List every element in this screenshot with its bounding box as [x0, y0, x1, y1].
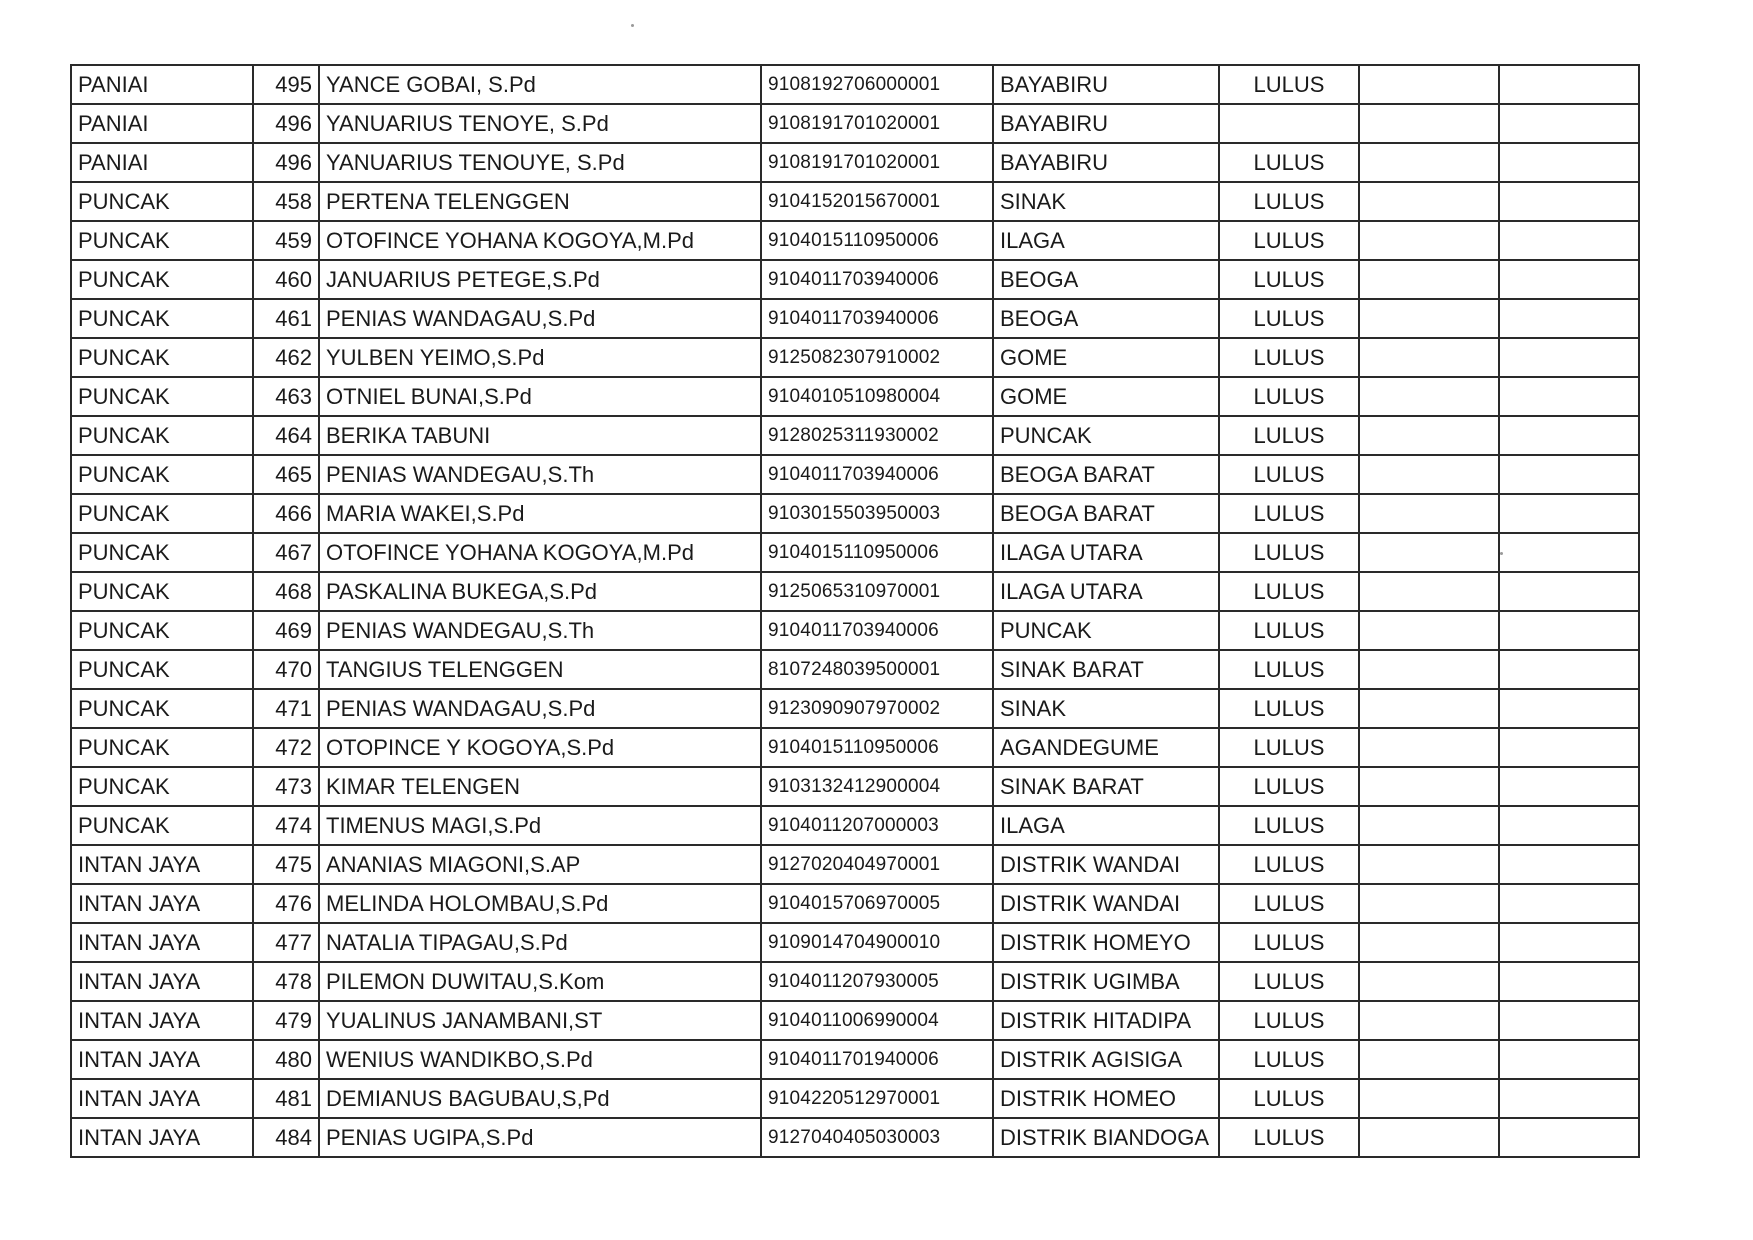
district-cell: DISTRIK BIANDOGA	[993, 1118, 1219, 1157]
table-row	[71, 611, 1639, 650]
empty-cell	[1499, 1040, 1639, 1079]
nik-cell: 8107248039500001	[761, 650, 993, 689]
district-cell: BEOGA BARAT	[993, 494, 1219, 533]
empty-cell	[1499, 221, 1639, 260]
table-row	[71, 845, 1639, 884]
number-cell: 463	[253, 377, 319, 416]
nik-cell: 9104011703940006	[761, 260, 993, 299]
district-cell: DISTRIK HITADIPA	[993, 1001, 1219, 1040]
empty-cell	[1359, 845, 1499, 884]
status-cell: LULUS	[1219, 689, 1359, 728]
name-cell: YULBEN YEIMO,S.Pd	[319, 338, 761, 377]
district-cell: AGANDEGUME	[993, 728, 1219, 767]
status-cell: LULUS	[1219, 455, 1359, 494]
empty-cell	[1359, 1040, 1499, 1079]
empty-cell	[1359, 1001, 1499, 1040]
district-cell: PUNCAK	[993, 611, 1219, 650]
nik-cell: 9108191701020001	[761, 104, 993, 143]
district-cell: ILAGA UTARA	[993, 572, 1219, 611]
number-cell: 473	[253, 767, 319, 806]
table-row	[71, 962, 1639, 1001]
number-cell: 472	[253, 728, 319, 767]
region-cell: PUNCAK	[71, 182, 253, 221]
district-cell: BAYABIRU	[993, 104, 1219, 143]
status-cell: LULUS	[1219, 1118, 1359, 1157]
region-cell: INTAN JAYA	[71, 962, 253, 1001]
table-row	[71, 1118, 1639, 1157]
name-cell: MELINDA HOLOMBAU,S.Pd	[319, 884, 761, 923]
nik-cell: 9104220512970001	[761, 1079, 993, 1118]
number-cell: 464	[253, 416, 319, 455]
nik-cell: 9104011207930005	[761, 962, 993, 1001]
number-cell: 480	[253, 1040, 319, 1079]
region-cell: PUNCAK	[71, 533, 253, 572]
number-cell: 496	[253, 143, 319, 182]
region-cell: INTAN JAYA	[71, 1001, 253, 1040]
name-cell: OTOFINCE YOHANA KOGOYA,M.Pd	[319, 533, 761, 572]
nik-cell: 9104010510980004	[761, 377, 993, 416]
table-row	[71, 104, 1639, 143]
number-cell: 470	[253, 650, 319, 689]
table-row	[71, 1001, 1639, 1040]
status-cell: LULUS	[1219, 962, 1359, 1001]
name-cell: PERTENA TELENGGEN	[319, 182, 761, 221]
status-cell: LULUS	[1219, 143, 1359, 182]
number-cell: 475	[253, 845, 319, 884]
empty-cell	[1499, 962, 1639, 1001]
empty-cell	[1359, 533, 1499, 572]
number-cell: 481	[253, 1079, 319, 1118]
empty-cell	[1359, 923, 1499, 962]
empty-cell	[1359, 1118, 1499, 1157]
status-cell: LULUS	[1219, 1079, 1359, 1118]
number-cell: 479	[253, 1001, 319, 1040]
region-cell: PUNCAK	[71, 767, 253, 806]
district-cell: DISTRIK HOMEO	[993, 1079, 1219, 1118]
region-cell: INTAN JAYA	[71, 923, 253, 962]
empty-cell	[1359, 65, 1499, 104]
name-cell: PENIAS WANDEGAU,S.Th	[319, 611, 761, 650]
empty-cell	[1499, 182, 1639, 221]
empty-cell	[1359, 221, 1499, 260]
results-table	[70, 64, 1640, 1158]
status-cell: LULUS	[1219, 182, 1359, 221]
nik-cell: 9104015706970005	[761, 884, 993, 923]
nik-cell: 9109014704900010	[761, 923, 993, 962]
empty-cell	[1499, 1079, 1639, 1118]
nik-cell: 9125065310970001	[761, 572, 993, 611]
district-cell: SINAK	[993, 182, 1219, 221]
district-cell: ILAGA	[993, 806, 1219, 845]
status-cell: LULUS	[1219, 884, 1359, 923]
table-row	[71, 1040, 1639, 1079]
nik-cell: 9128025311930002	[761, 416, 993, 455]
empty-cell	[1499, 1001, 1639, 1040]
empty-cell	[1359, 1079, 1499, 1118]
empty-cell	[1359, 689, 1499, 728]
empty-cell	[1359, 143, 1499, 182]
status-cell: LULUS	[1219, 572, 1359, 611]
name-cell: ANANIAS MIAGONI,S.AP	[319, 845, 761, 884]
empty-cell	[1499, 650, 1639, 689]
status-cell: LULUS	[1219, 338, 1359, 377]
empty-cell	[1359, 611, 1499, 650]
nik-cell: 9104011006990004	[761, 1001, 993, 1040]
district-cell: BAYABIRU	[993, 143, 1219, 182]
empty-cell	[1499, 494, 1639, 533]
empty-cell	[1359, 260, 1499, 299]
number-cell: 495	[253, 65, 319, 104]
name-cell: JANUARIUS PETEGE,S.Pd	[319, 260, 761, 299]
empty-cell	[1499, 884, 1639, 923]
name-cell: KIMAR TELENGEN	[319, 767, 761, 806]
empty-cell	[1499, 728, 1639, 767]
status-cell: LULUS	[1219, 377, 1359, 416]
scanned-sheet	[70, 64, 1590, 1158]
empty-cell	[1359, 728, 1499, 767]
district-cell: SINAK BARAT	[993, 650, 1219, 689]
status-cell: LULUS	[1219, 845, 1359, 884]
empty-cell	[1499, 689, 1639, 728]
empty-cell	[1359, 572, 1499, 611]
district-cell: PUNCAK	[993, 416, 1219, 455]
region-cell: INTAN JAYA	[71, 1040, 253, 1079]
status-cell: LULUS	[1219, 1001, 1359, 1040]
scan-speck	[631, 24, 634, 27]
status-cell: LULUS	[1219, 221, 1359, 260]
number-cell: 478	[253, 962, 319, 1001]
region-cell: PUNCAK	[71, 455, 253, 494]
number-cell: 476	[253, 884, 319, 923]
nik-cell: 9108191701020001	[761, 143, 993, 182]
name-cell: PENIAS UGIPA,S.Pd	[319, 1118, 761, 1157]
empty-cell	[1359, 650, 1499, 689]
table-row	[71, 221, 1639, 260]
number-cell: 460	[253, 260, 319, 299]
empty-cell	[1499, 104, 1639, 143]
empty-cell	[1499, 533, 1639, 572]
results-table-body	[71, 65, 1639, 1157]
district-cell: DISTRIK UGIMBA	[993, 962, 1219, 1001]
region-cell: PUNCAK	[71, 299, 253, 338]
table-row	[71, 455, 1639, 494]
empty-cell	[1499, 845, 1639, 884]
district-cell: DISTRIK WANDAI	[993, 884, 1219, 923]
number-cell: 477	[253, 923, 319, 962]
district-cell: DISTRIK AGISIGA	[993, 1040, 1219, 1079]
region-cell: PUNCAK	[71, 377, 253, 416]
number-cell: 461	[253, 299, 319, 338]
table-row	[71, 299, 1639, 338]
empty-cell	[1359, 962, 1499, 1001]
district-cell: BEOGA	[993, 260, 1219, 299]
empty-cell	[1499, 260, 1639, 299]
table-row	[71, 1079, 1639, 1118]
district-cell: GOME	[993, 338, 1219, 377]
region-cell: PUNCAK	[71, 221, 253, 260]
district-cell: DISTRIK HOMEYO	[993, 923, 1219, 962]
name-cell: OTOFINCE YOHANA KOGOYA,M.Pd	[319, 221, 761, 260]
name-cell: PENIAS WANDAGAU,S.Pd	[319, 299, 761, 338]
nik-cell: 9104015110950006	[761, 728, 993, 767]
nik-cell: 9104011701940006	[761, 1040, 993, 1079]
empty-cell	[1499, 806, 1639, 845]
empty-cell	[1359, 338, 1499, 377]
nik-cell: 9104015110950006	[761, 221, 993, 260]
status-cell: LULUS	[1219, 65, 1359, 104]
region-cell: PUNCAK	[71, 416, 253, 455]
region-cell: PUNCAK	[71, 689, 253, 728]
status-cell: LULUS	[1219, 494, 1359, 533]
table-row	[71, 728, 1639, 767]
empty-cell	[1359, 884, 1499, 923]
nik-cell: 9104011703940006	[761, 611, 993, 650]
district-cell: BEOGA	[993, 299, 1219, 338]
district-cell: DISTRIK WANDAI	[993, 845, 1219, 884]
number-cell: 459	[253, 221, 319, 260]
nik-cell: 9104011703940006	[761, 299, 993, 338]
district-cell: SINAK	[993, 689, 1219, 728]
name-cell: WENIUS WANDIKBO,S.Pd	[319, 1040, 761, 1079]
status-cell: LULUS	[1219, 767, 1359, 806]
number-cell: 469	[253, 611, 319, 650]
nik-cell: 9104011703940006	[761, 455, 993, 494]
district-cell: ILAGA UTARA	[993, 533, 1219, 572]
name-cell: YANCE GOBAI, S.Pd	[319, 65, 761, 104]
nik-cell: 9103132412900004	[761, 767, 993, 806]
number-cell: 471	[253, 689, 319, 728]
nik-cell: 9125082307910002	[761, 338, 993, 377]
table-row	[71, 650, 1639, 689]
table-row	[71, 65, 1639, 104]
status-cell: LULUS	[1219, 806, 1359, 845]
number-cell: 467	[253, 533, 319, 572]
empty-cell	[1359, 416, 1499, 455]
region-cell: PANIAI	[71, 65, 253, 104]
name-cell: YUALINUS JANAMBANI,ST	[319, 1001, 761, 1040]
status-cell: LULUS	[1219, 1040, 1359, 1079]
empty-cell	[1359, 104, 1499, 143]
empty-cell	[1499, 455, 1639, 494]
region-cell: PUNCAK	[71, 572, 253, 611]
table-row	[71, 416, 1639, 455]
table-row	[71, 377, 1639, 416]
name-cell: PASKALINA BUKEGA,S.Pd	[319, 572, 761, 611]
region-cell: PUNCAK	[71, 806, 253, 845]
name-cell: YANUARIUS TENOUYE, S.Pd	[319, 143, 761, 182]
nik-cell: 9104152015670001	[761, 182, 993, 221]
region-cell: PUNCAK	[71, 611, 253, 650]
region-cell: PUNCAK	[71, 494, 253, 533]
empty-cell	[1359, 767, 1499, 806]
region-cell: PANIAI	[71, 143, 253, 182]
status-cell: LULUS	[1219, 260, 1359, 299]
empty-cell	[1499, 1118, 1639, 1157]
number-cell: 465	[253, 455, 319, 494]
table-row	[71, 884, 1639, 923]
table-row	[71, 689, 1639, 728]
empty-cell	[1499, 611, 1639, 650]
status-cell: LULUS	[1219, 728, 1359, 767]
status-cell: LULUS	[1219, 611, 1359, 650]
name-cell: PENIAS WANDAGAU,S.Pd	[319, 689, 761, 728]
table-row	[71, 338, 1639, 377]
empty-cell	[1359, 377, 1499, 416]
table-row	[71, 533, 1639, 572]
number-cell: 466	[253, 494, 319, 533]
name-cell: PENIAS WANDEGAU,S.Th	[319, 455, 761, 494]
name-cell: BERIKA TABUNI	[319, 416, 761, 455]
region-cell: INTAN JAYA	[71, 1118, 253, 1157]
region-cell: PUNCAK	[71, 338, 253, 377]
region-cell: INTAN JAYA	[71, 845, 253, 884]
region-cell: PUNCAK	[71, 728, 253, 767]
district-cell: ILAGA	[993, 221, 1219, 260]
nik-cell: 9127040405030003	[761, 1118, 993, 1157]
district-cell: BEOGA BARAT	[993, 455, 1219, 494]
empty-cell	[1359, 182, 1499, 221]
number-cell: 474	[253, 806, 319, 845]
region-cell: PANIAI	[71, 104, 253, 143]
status-cell: LULUS	[1219, 299, 1359, 338]
region-cell: PUNCAK	[71, 650, 253, 689]
name-cell: OTNIEL BUNAI,S.Pd	[319, 377, 761, 416]
table-row	[71, 494, 1639, 533]
status-cell: LULUS	[1219, 650, 1359, 689]
nik-cell: 9108192706000001	[761, 65, 993, 104]
empty-cell	[1499, 377, 1639, 416]
empty-cell	[1499, 572, 1639, 611]
empty-cell	[1499, 767, 1639, 806]
table-row	[71, 923, 1639, 962]
nik-cell: 9103015503950003	[761, 494, 993, 533]
name-cell: TIMENUS MAGI,S.Pd	[319, 806, 761, 845]
name-cell: PILEMON DUWITAU,S.Kom	[319, 962, 761, 1001]
empty-cell	[1359, 299, 1499, 338]
name-cell: OTOPINCE Y KOGOYA,S.Pd	[319, 728, 761, 767]
empty-cell	[1499, 338, 1639, 377]
empty-cell	[1359, 494, 1499, 533]
table-row	[71, 767, 1639, 806]
number-cell: 468	[253, 572, 319, 611]
scan-speck	[1500, 552, 1503, 555]
region-cell: INTAN JAYA	[71, 1079, 253, 1118]
empty-cell	[1359, 455, 1499, 494]
name-cell: NATALIA TIPAGAU,S.Pd	[319, 923, 761, 962]
number-cell: 462	[253, 338, 319, 377]
table-row	[71, 182, 1639, 221]
number-cell: 496	[253, 104, 319, 143]
nik-cell: 9127020404970001	[761, 845, 993, 884]
status-cell: LULUS	[1219, 923, 1359, 962]
empty-cell	[1499, 65, 1639, 104]
name-cell: DEMIANUS BAGUBAU,S,Pd	[319, 1079, 761, 1118]
table-row	[71, 260, 1639, 299]
status-cell: LULUS	[1219, 416, 1359, 455]
empty-cell	[1499, 299, 1639, 338]
district-cell: BAYABIRU	[993, 65, 1219, 104]
table-row	[71, 143, 1639, 182]
table-row	[71, 806, 1639, 845]
nik-cell: 9104015110950006	[761, 533, 993, 572]
table-row	[71, 572, 1639, 611]
name-cell: MARIA WAKEI,S.Pd	[319, 494, 761, 533]
region-cell: INTAN JAYA	[71, 884, 253, 923]
region-cell: PUNCAK	[71, 260, 253, 299]
empty-cell	[1359, 806, 1499, 845]
nik-cell: 9123090907970002	[761, 689, 993, 728]
nik-cell: 9104011207000003	[761, 806, 993, 845]
empty-cell	[1499, 416, 1639, 455]
name-cell: TANGIUS TELENGGEN	[319, 650, 761, 689]
empty-cell	[1499, 143, 1639, 182]
district-cell: SINAK BARAT	[993, 767, 1219, 806]
number-cell: 458	[253, 182, 319, 221]
status-cell: LULUS	[1219, 533, 1359, 572]
district-cell: GOME	[993, 377, 1219, 416]
number-cell: 484	[253, 1118, 319, 1157]
status-cell	[1219, 104, 1359, 143]
name-cell: YANUARIUS TENOYE, S.Pd	[319, 104, 761, 143]
empty-cell	[1499, 923, 1639, 962]
